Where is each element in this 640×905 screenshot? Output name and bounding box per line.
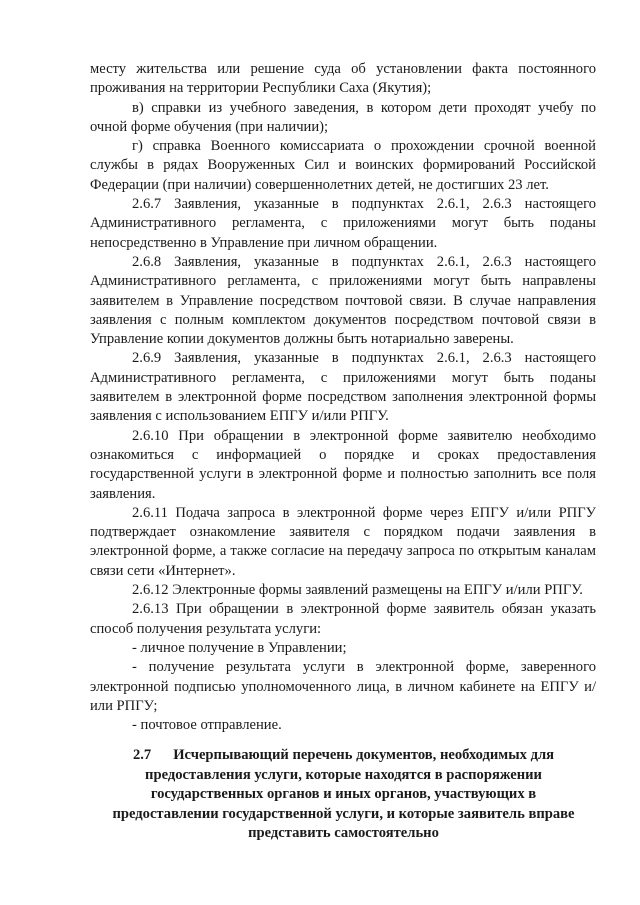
paragraph-2-6-7: 2.6.7 Заявления, указанные в подпунктах 2.6.1, 2.6.3 настоящего Административного регламента, с приложениями могут быть поданы непосредственно в Управление при личном обращении. [90, 196, 596, 251]
paragraph-residence-continuation: месту жительства или решение суда об установлении факта постоянного проживания на территории Республики Саха (Якутия); [90, 61, 596, 97]
paragraph-2-6-8: 2.6.8 Заявления, указанные в подпунктах 2.6.1, 2.6.3 настоящего Административного регламента, с приложениями могут быть направлены заявителем в Управление посредством почтовой связи. В случае направления заявления с полным комплектом документов посредством почтовой связи в Управление копии документов должны быть нотариально заверены. [90, 253, 596, 348]
paragraph-2-6-12: 2.6.12 Электронные формы заявлений размещены на ЕПГУ и/или РПГУ. [132, 582, 583, 599]
section-heading-2-7 [96, 746, 591, 844]
paragraph-2-6-10: 2.6.10 При обращении в электронной форме заявителю необходимо ознакомиться с информацией о порядке и сроках предоставления государственной услуги в электронной форме и полностью заполнить все поля заявления. [90, 427, 596, 502]
paragraph-school-certificate: в) справки из учебного заведения, в котором дети проходят учебу по очной форме обучения (при наличии); [90, 99, 596, 135]
paragraph-2-6-13: 2.6.13 При обращении в электронной форме заявитель обязан указать способ получения результата услуги: [90, 601, 596, 637]
paragraph-2-6-9: 2.6.9 Заявления, указанные в подпунктах 2.6.1, 2.6.3 настоящего Административного регламента, с приложениями могут быть поданы заявителем в электронной форме посредством заполнения электронной формы заявления с использованием ЕПГУ и/или РПГУ. [90, 350, 596, 425]
list-item-postal-delivery: - почтовое отправление. [132, 717, 282, 734]
section-number: 2.7 [132, 747, 152, 763]
section-title: Исчерпывающий перечень документов, необходимых для предоставления услуги, которые находятся в распоряжении государственных органов и иных органов, участвующих в предоставлении государственной услуги, и которые заявитель вправе представить самостоятельно [112, 747, 575, 841]
paragraph-2-6-11: 2.6.11 Подача запроса в электронной форме через ЕПГУ и/или РПГУ подтверждает ознакомление заявителя с порядком подачи заявления в электронной форме, а также согласие на передачу запроса по открытым каналам связи сети «Интернет». [90, 504, 596, 579]
body-text [90, 60, 596, 735]
paragraph-military-certificate: г) справка Военного комиссариата о прохождении срочной военной службы в рядах Вооруженных Сил и воинских формирований Российской Федерации (при наличии) совершеннолетних детей, не достигших 23 лет. [90, 138, 596, 193]
list-item-electronic-result: - получение результата услуги в электронной форме, заверенного электронной подписью уполномоченного лица, в личном кабинете на ЕПГУ и/или РПГУ; [90, 659, 596, 714]
list-item-personal-pickup: - личное получение в Управлении; [132, 639, 347, 656]
